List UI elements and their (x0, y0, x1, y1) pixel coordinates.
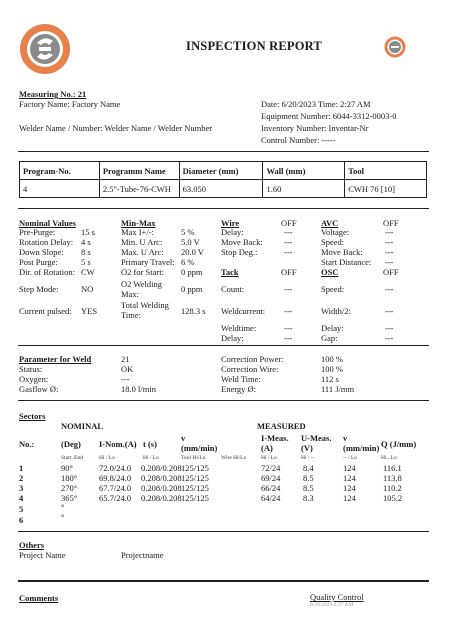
avc-label: Speed: (321, 237, 345, 247)
company-logo-icon (19, 23, 71, 75)
row-no: 5 (19, 504, 24, 514)
minmax-label: Max I+/-: (121, 227, 154, 237)
col-t: t (s) (143, 439, 157, 449)
company-logo-small-icon (384, 36, 406, 58)
weld-param-label: Correction Power: (221, 354, 284, 364)
osc-title: OSC (321, 267, 339, 277)
row-v: 125/125 (181, 493, 209, 503)
osc-label: Speed: (321, 284, 345, 294)
col-umeas-unit: (V) (301, 443, 313, 453)
program-table-header (20, 162, 427, 180)
row-deg: ° (61, 512, 65, 522)
comments-title: Comments (19, 593, 59, 603)
osc-value: --- (385, 284, 394, 294)
sub-q: Hi...Lo (381, 455, 397, 461)
nominal-value: 5 s (81, 257, 91, 267)
weld-param-value: OK (121, 364, 134, 374)
row-deg: 365° (61, 493, 78, 503)
col-q: Q (J/mm) (381, 439, 417, 449)
minmax-value: 0 ppm (181, 267, 203, 277)
minmax-value: 5 % (181, 227, 195, 237)
header-cell: Wall (mm) (263, 162, 345, 180)
report-date: Date: 6/20/2023 Time: 2:27 AM (261, 99, 371, 109)
col-inom: I-Nom.(A) (99, 439, 137, 449)
minmax-label: O2 Welding Max: (121, 279, 162, 299)
wire-value: --- (284, 237, 293, 247)
minmax-value: 0 ppm (181, 284, 203, 294)
sectors-title: Sectors (19, 411, 46, 421)
row-q: 105.2 (383, 493, 403, 503)
avc-value: --- (385, 247, 394, 257)
avc-label: Move Back: (321, 247, 363, 257)
avc-value: --- (385, 257, 394, 267)
sub-inom: Hi / Lo (99, 455, 115, 461)
welder-name: Welder Name / Number: Welder Name / Welder Number (19, 123, 213, 133)
wire-label: Stop Deg.: (221, 247, 258, 257)
weld-param-value: 111 J/mm (321, 384, 355, 394)
divider (18, 531, 429, 532)
row-deg: 180° (61, 473, 78, 483)
row-t: 0.208/0.208 (141, 473, 182, 483)
sub-imeas: Hi / Lo (261, 455, 277, 461)
row-vm: 124 (343, 463, 356, 473)
nominal-value: CW (81, 267, 95, 277)
col-v-unit: (mm/min) (181, 443, 218, 453)
row-no: 6 (19, 515, 24, 525)
row-no: 3 (19, 483, 24, 493)
minmax-value: 6 % (181, 257, 195, 267)
row-inom: 65.7/24.0 (99, 493, 132, 503)
wire-value: --- (284, 227, 293, 237)
col-imeas-unit: (A) (261, 443, 273, 453)
row-q: 113.8 (383, 473, 402, 483)
nominal-label: Current pulsed: (19, 306, 72, 316)
row-q: 116.1 (383, 463, 402, 473)
row-no: 4 (19, 493, 24, 503)
col-vm: v (343, 433, 348, 443)
nominal-label: Rotation Delay: (19, 237, 74, 247)
minmax-label: Total Welding Time: (121, 300, 169, 320)
nominal-title: Nominal Values (19, 218, 76, 228)
nominal-value: NO (81, 284, 94, 294)
tack-status: OFF (281, 267, 297, 277)
measured-header: MEASURED (257, 421, 306, 431)
weld-param-value: 21 (121, 354, 130, 364)
col-deg: (Deg) (61, 439, 81, 449)
header-cell: Program-No. (20, 162, 100, 180)
sub-tool: Tool Hi/Lo (181, 455, 206, 461)
table-cell: 63.050 (179, 180, 263, 198)
header-cell: Tool (345, 162, 427, 180)
row-deg: 90° (61, 463, 73, 473)
osc-label: Gap: (321, 333, 338, 343)
table-cell: 4 (20, 180, 100, 198)
weld-param-value: 18.0 l/min (121, 384, 156, 394)
weld-param-label: Energy Ø: (221, 384, 257, 394)
avc-title: AVC (321, 218, 339, 228)
weld-param-value: --- (121, 374, 130, 384)
minmax-title: Min-Max (121, 218, 156, 228)
header-cell: Diameter (mm) (179, 162, 263, 180)
weld-param-label: Correction Wire: (221, 364, 279, 374)
row-inom: 72.0/24.0 (99, 463, 132, 473)
col-imeas: I-Meas. (261, 433, 289, 443)
avc-status: OFF (383, 218, 399, 228)
project-label: Project Name (19, 550, 66, 560)
row-v: 125/125 (181, 483, 209, 493)
minmax-label: Min. U Arc: (121, 237, 163, 247)
osc-value: --- (385, 333, 394, 343)
row-no: 1 (19, 463, 24, 473)
sub-wire: Wire Hi/Lo (221, 455, 247, 461)
tack-value: --- (284, 333, 293, 343)
minmax-label: Max. U Arc: (121, 247, 164, 257)
minmax-label: O2 for Start: (121, 267, 164, 277)
divider (18, 580, 429, 582)
sub-vm: -- / Lo (343, 455, 358, 461)
others-title: Others (19, 540, 45, 550)
row-umeas: 8.5 (303, 483, 314, 493)
weld-param-value: 112 s (321, 374, 339, 384)
weld-param-value: 100 % (321, 354, 343, 364)
nominal-label: Dir. of Rotation: (19, 267, 75, 277)
avc-label: Voltage: (321, 227, 350, 237)
row-vm: 124 (343, 473, 356, 483)
row-imeas: 69/24 (261, 473, 281, 483)
row-t: 0.208/0.208 (141, 483, 182, 493)
tack-label: Count: (221, 284, 245, 294)
weld-param-title: Parameter for Weld (19, 354, 92, 364)
nominal-label: Step Mode: (19, 284, 59, 294)
wire-status: OFF (281, 218, 297, 228)
osc-label: Width/2: (321, 306, 351, 316)
minmax-value: 128.3 s (181, 306, 206, 316)
row-umeas: 8.3 (303, 493, 314, 503)
nominal-value: 4 s (81, 237, 91, 247)
tack-label: Delay: (221, 333, 244, 343)
row-umeas: 8.4 (303, 463, 314, 473)
inventory-number: Inventory Number: Inventar-Nr (261, 123, 369, 133)
nominal-header: NOMINAL (61, 421, 104, 431)
row-no: 2 (19, 473, 24, 483)
project-value: Projectname (121, 550, 164, 560)
row-v: 125/125 (181, 473, 209, 483)
row-imeas: 64/24 (261, 493, 281, 503)
quality-timestamp: 6/20/2023 2:27 AM (310, 602, 354, 608)
tack-value: --- (284, 306, 293, 316)
tack-label: Weldcurrent: (221, 306, 266, 316)
row-t: 0.208/0.208 (141, 463, 182, 473)
wire-title: Wire (221, 218, 240, 228)
nominal-label: Post Purge: (19, 257, 58, 267)
row-t: 0.208/0.208 (141, 493, 182, 503)
col-no: No.: (19, 439, 35, 449)
equipment-number: Equipment Number: 6044-3312-0003-0 (261, 111, 397, 121)
measuring-no: Measuring No.: 21 (19, 89, 87, 99)
tack-value: --- (284, 284, 293, 294)
divider (18, 208, 429, 209)
row-q: 110.2 (383, 483, 402, 493)
avc-value: --- (385, 237, 394, 247)
wire-label: Move Back: (221, 237, 263, 247)
row-umeas: 8.5 (303, 473, 314, 483)
tack-label: Weldtime: (221, 323, 257, 333)
row-imeas: 66/24 (261, 483, 281, 493)
weld-param-label: Weld Time: (221, 374, 261, 384)
row-deg: ° (61, 502, 65, 512)
minmax-label: Primary Travel: (121, 257, 175, 267)
row-imeas: 72/24 (261, 463, 281, 473)
table-cell: 2.5"-Tube-76-CWH (99, 180, 179, 198)
row-vm: 124 (343, 483, 356, 493)
nominal-value: 15 s (81, 227, 95, 237)
table-cell: 1.60 (263, 180, 345, 198)
weld-param-label: Oxygen: (19, 374, 49, 384)
minmax-value: 5.0 V (181, 237, 200, 247)
osc-status: OFF (383, 267, 399, 277)
row-vm: 124 (343, 493, 356, 503)
divider (18, 151, 429, 152)
wire-value: --- (284, 247, 293, 257)
header-cell: Programm Name (99, 162, 179, 180)
avc-value: --- (385, 227, 394, 237)
col-vm-unit: (mm/min) (343, 443, 380, 453)
tack-title: Tack (221, 267, 239, 277)
row-inom: 69.8/24.0 (99, 473, 132, 483)
osc-value: --- (385, 306, 394, 316)
sub-umeas: Hi / -- (301, 455, 315, 461)
nominal-value: 8 s (81, 247, 91, 257)
weld-param-label: Status: (19, 364, 43, 374)
osc-label: Delay: (321, 323, 344, 333)
divider (18, 345, 429, 346)
wire-label: Delay: (221, 227, 244, 237)
row-deg: 270° (61, 483, 78, 493)
divider (18, 400, 429, 401)
avc-label: Start Distance: (321, 257, 372, 267)
program-table (19, 161, 427, 198)
nominal-label: Pre-Purge: (19, 227, 56, 237)
row-v: 125/125 (181, 463, 209, 473)
row-inom: 67.7/24.0 (99, 483, 132, 493)
minmax-value: 20.0 V (181, 247, 204, 257)
col-v: v (181, 433, 186, 443)
report-title: INSPECTION REPORT (186, 39, 322, 53)
quality-control: Quality Control (310, 592, 364, 602)
weld-param-value: 100 % (321, 364, 343, 374)
weld-param-label: Gasflow Ø: (19, 384, 59, 394)
program-table-row (20, 180, 427, 198)
tack-value: --- (284, 323, 293, 333)
control-number: Control Number: ----- (261, 135, 336, 145)
osc-value: --- (385, 323, 394, 333)
nominal-label: Down Slope: (19, 247, 64, 257)
nominal-value: YES (81, 306, 98, 316)
table-cell: CWH 76 [10] (345, 180, 427, 198)
col-umeas: U-Meas. (301, 433, 332, 443)
factory-name: Factory Name: Factory Name (19, 99, 121, 109)
sub-t: Hi / Lo (143, 455, 159, 461)
sub-deg: Start..End (61, 455, 83, 461)
